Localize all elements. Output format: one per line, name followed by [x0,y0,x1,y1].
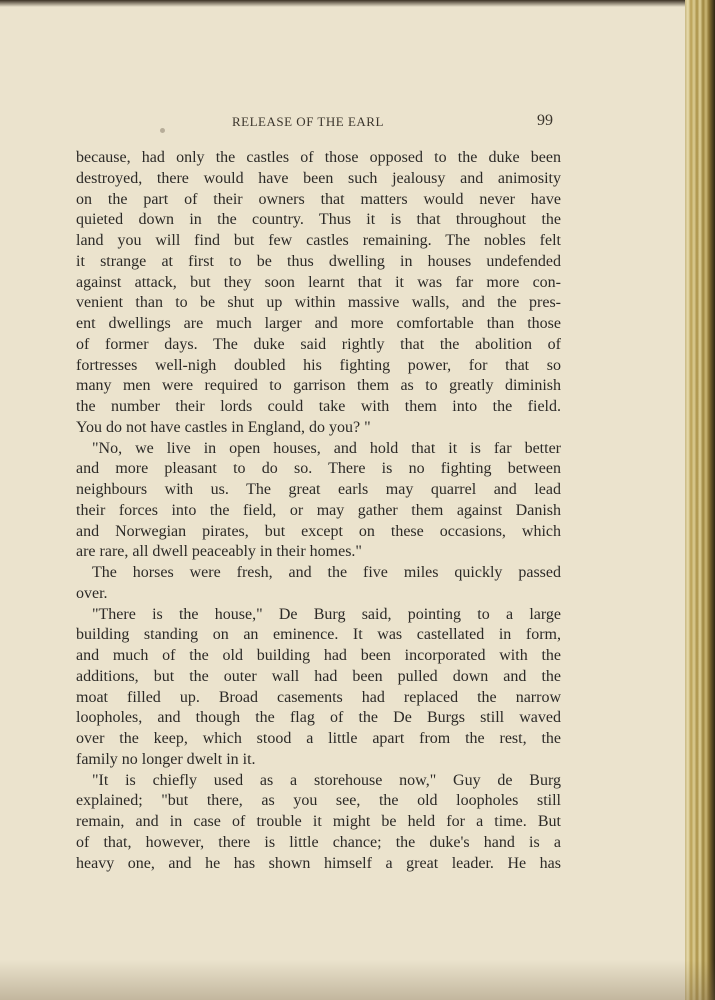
text-line: over. [76,584,108,602]
text-line: destroyed, there would have been such jealousy and animosity [76,169,561,187]
text-line: and much of the old building had been incorporated with the [76,647,561,664]
body-text [76,148,561,874]
text-line: additions, but the outer wall had been pulled down and the [76,667,561,685]
text-line: moat filled up. Broad casements had replaced the narrow [76,688,561,706]
page-bottom-shadow [0,960,715,1000]
text-line: land you will find but few castles remaining. The nobles felt [76,232,561,249]
page-header [0,112,690,136]
text-line: You do not have castles in England, do you? " [76,418,371,436]
text-line: family no longer dwelt in it. [76,750,256,768]
text-line: against attack, but they soon learnt that it was far more con- [76,273,561,291]
page-top-shadow [0,0,715,7]
text-line: ent dwellings are much larger and more comfortable than those [76,315,561,332]
text-line: it strange at first to be thus dwelling in houses undefended [76,252,561,270]
book-spine-edge [685,0,715,1000]
text-line: fortresses well-nigh doubled his fighting power, for that so [76,356,561,374]
text-line: and Norwegian pirates, but except on these occasions, which [76,522,561,540]
running-head: RELEASE OF THE EARL [232,114,384,129]
page-number: 99 [537,112,553,129]
text-line: "No, we live in open houses, and hold that it is far better [92,439,561,457]
text-line: and more pleasant to do so. There is no fighting between [76,460,561,478]
text-line: on the part of their owners that matters would never have [76,190,561,208]
text-line: loopholes, and though the flag of the De Burgs still waved [76,709,561,727]
text-line: because, had only the castles of those opposed to the duke been [76,149,561,166]
text-line: heavy one, and he has shown himself a great leader. He has [76,854,561,872]
text-line: quieted down in the country. Thus it is that throughout the [76,211,561,229]
text-line: of that, however, there is little chance; the duke's hand is a [76,833,561,851]
text-line: building standing on an eminence. It was castellated in form, [76,626,561,644]
text-line: remain, and in case of trouble it might be held for a time. But [76,813,561,830]
ink-dot-mark [160,128,165,133]
text-line: their forces into the field, or may gather them against Danish [76,501,561,519]
text-line: neighbours with us. The great earls may quarrel and lead [76,481,561,498]
text-line: the number their lords could take with them into the field. [76,398,561,415]
text-line: many men were required to garrison them as to greatly diminish [76,377,561,395]
text-line: venient than to be shut up within massive walls, and the pres- [76,294,561,312]
text-line: "There is the house," De Burg said, pointing to a large [92,605,561,623]
text-line: explained; "but there, as you see, the old loopholes still [76,792,561,810]
text-line: are rare, all dwell peaceably in their homes." [76,543,362,561]
text-line: "It is chiefly used as a storehouse now," Guy de Burg [92,771,561,789]
text-line: of former days. The duke said rightly that the abolition of [76,335,561,353]
text-line: The horses were fresh, and the five miles quickly passed [92,564,561,581]
text-line: over the keep, which stood a little apart from the rest, the [76,730,561,747]
